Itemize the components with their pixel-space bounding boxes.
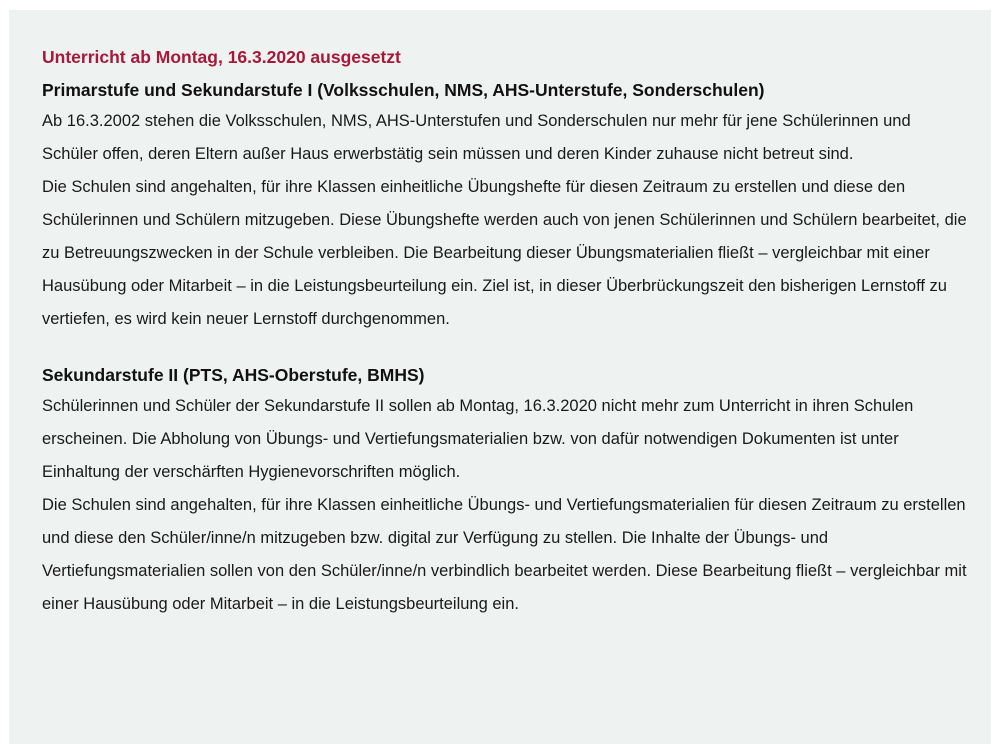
section2-paragraph-2: Die Schulen sind angehalten, für ihre Klassen einheitliche Übungs- und Vertiefungsmaterialien für diesen Zeitraum zu erstellen und diese den Schüler/inne/n mitzugeben bzw. digital zur Verfügung zu stellen. Die Inhalte der Übungs- und Vertiefungsmaterialien sollen von den Schüler/inne/n verbindlich bearbeitet werden. Diese Bearbeitung fließt – vergleichbar mit einer Hausübung oder Mitarbeit – in die Leistungsbeurteilung ein. [42, 496, 967, 613]
info-panel [9, 10, 991, 744]
section2-title: Sekundarstufe II (PTS, AHS-Oberstufe, BMHS) [42, 365, 425, 385]
section1-title: Primarstufe und Sekundarstufe I (Volksschulen, NMS, AHS-Unterstufe, Sonderschulen) [42, 80, 765, 100]
section1-paragraph-1: Ab 16.3.2002 stehen die Volksschulen, NMS, AHS-Unterstufen und Sonderschulen nur mehr für jene Schülerinnen und Schüler offen, deren Eltern außer Haus erwerbstätig sein müssen und deren Kinder zuhause nicht betreut sind. [42, 112, 911, 163]
page-heading: Unterricht ab Montag, 16.3.2020 ausgesetzt [42, 47, 401, 67]
section-spacer [42, 336, 958, 364]
section1-paragraph-2: Die Schulen sind angehalten, für ihre Klassen einheitliche Übungshefte für diesen Zeitraum zu erstellen und diese den Schülerinnen und Schülern mitzugeben. Diese Übungshefte werden auch von jenen Schülerinnen und Schülern bearbeitet, die zu Betreuungszwecken in der Schule verbleiben. Die Bearbeitung dieser Übungsmaterialien fließt – vergleichbar mit einer Hausübung oder Mitarbeit – in die Leistungsbeurteilung ein. Ziel ist, in dieser Überbrückungszeit den bisherigen Lernstoff zu vertiefen, es wird kein neuer Lernstoff durchgenommen. [42, 178, 967, 328]
section2-paragraph-1: Schülerinnen und Schüler der Sekundarstufe II sollen ab Montag, 16.3.2020 nicht mehr zum Unterricht in ihren Schulen erscheinen. Die Abholung von Übungs- und Vertiefungsmaterialien bzw. von dafür notwendigen Dokumenten ist unter Einhaltung der verschärften Hygienevorschriften möglich. [42, 397, 914, 481]
